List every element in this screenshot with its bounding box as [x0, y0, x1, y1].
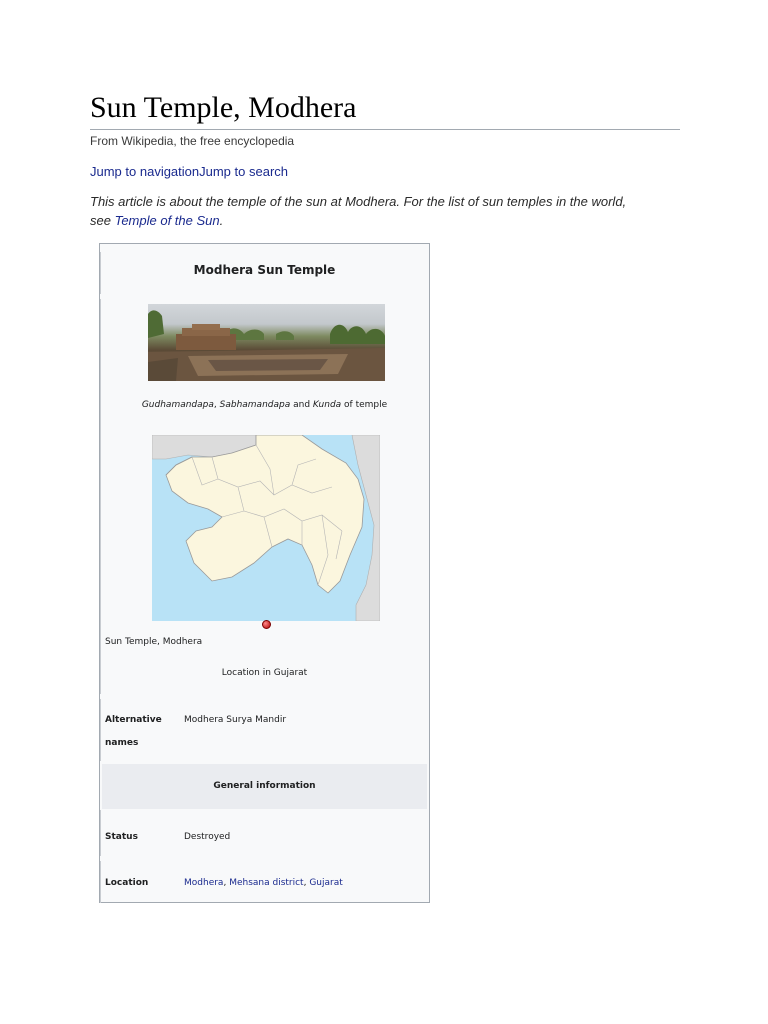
- alternative-names-label-line-2: names: [105, 738, 139, 748]
- hatnote: [90, 192, 650, 230]
- gujarat-link[interactable]: Gujarat: [309, 878, 343, 888]
- caption-separator: and: [290, 400, 313, 410]
- jump-links: [90, 163, 288, 181]
- infobox: [99, 243, 430, 903]
- caption-gudhamandapa: Gudhamandapa: [141, 400, 214, 410]
- alternative-names-label-line-1: Alternative: [105, 715, 162, 725]
- map-caption: Location in Gujarat: [221, 668, 308, 678]
- location-separator: ,: [223, 878, 230, 888]
- location-label: Location: [105, 878, 149, 888]
- general-information-header: General information: [102, 764, 427, 809]
- hatnote-end: .: [219, 213, 224, 228]
- title-divider: [90, 129, 680, 130]
- status-label: Status: [105, 832, 138, 842]
- photo-caption: [100, 399, 429, 411]
- map-marker-label: Sun Temple, Modhera: [105, 637, 203, 647]
- modhera-link[interactable]: Modhera: [184, 878, 224, 888]
- jump-to-navigation-link[interactable]: Jump to navigation: [90, 164, 200, 179]
- location-marker-icon[interactable]: [262, 620, 271, 629]
- alternative-names-label: [105, 709, 162, 755]
- caption-suffix: of temple: [341, 400, 388, 410]
- caption-separator: ,: [213, 400, 220, 410]
- status-value: Destroyed: [184, 832, 231, 842]
- site-tagline: From Wikipedia, the free encyclopedia: [90, 134, 295, 148]
- hatnote-text: This article is about the temple of the sun at Modhera. For the list of sun temples in the world, see: [90, 194, 627, 228]
- alternative-names-value: Modhera Surya Mandir: [184, 715, 287, 725]
- infobox-row-edge: [100, 861, 101, 903]
- temple-of-the-sun-link[interactable]: Temple of the Sun: [114, 213, 220, 228]
- mehsana-district-link[interactable]: Mehsana district: [229, 878, 304, 888]
- temple-photo[interactable]: [148, 304, 385, 381]
- infobox-row-edge: [100, 699, 101, 761]
- jump-to-search-link[interactable]: Jump to search: [199, 164, 288, 179]
- infobox-row-edge: [100, 427, 101, 694]
- page-title: Sun Temple, Modhera: [90, 91, 357, 124]
- gujarat-location-map[interactable]: [152, 435, 380, 621]
- infobox-title: Modhera Sun Temple: [193, 263, 336, 277]
- caption-sabhamandapa: Sabhamandapa: [219, 400, 291, 410]
- location-separator: ,: [303, 878, 310, 888]
- infobox-row-edge: [100, 810, 101, 856]
- caption-kunda: Kunda: [312, 400, 342, 410]
- location-value: [184, 872, 343, 895]
